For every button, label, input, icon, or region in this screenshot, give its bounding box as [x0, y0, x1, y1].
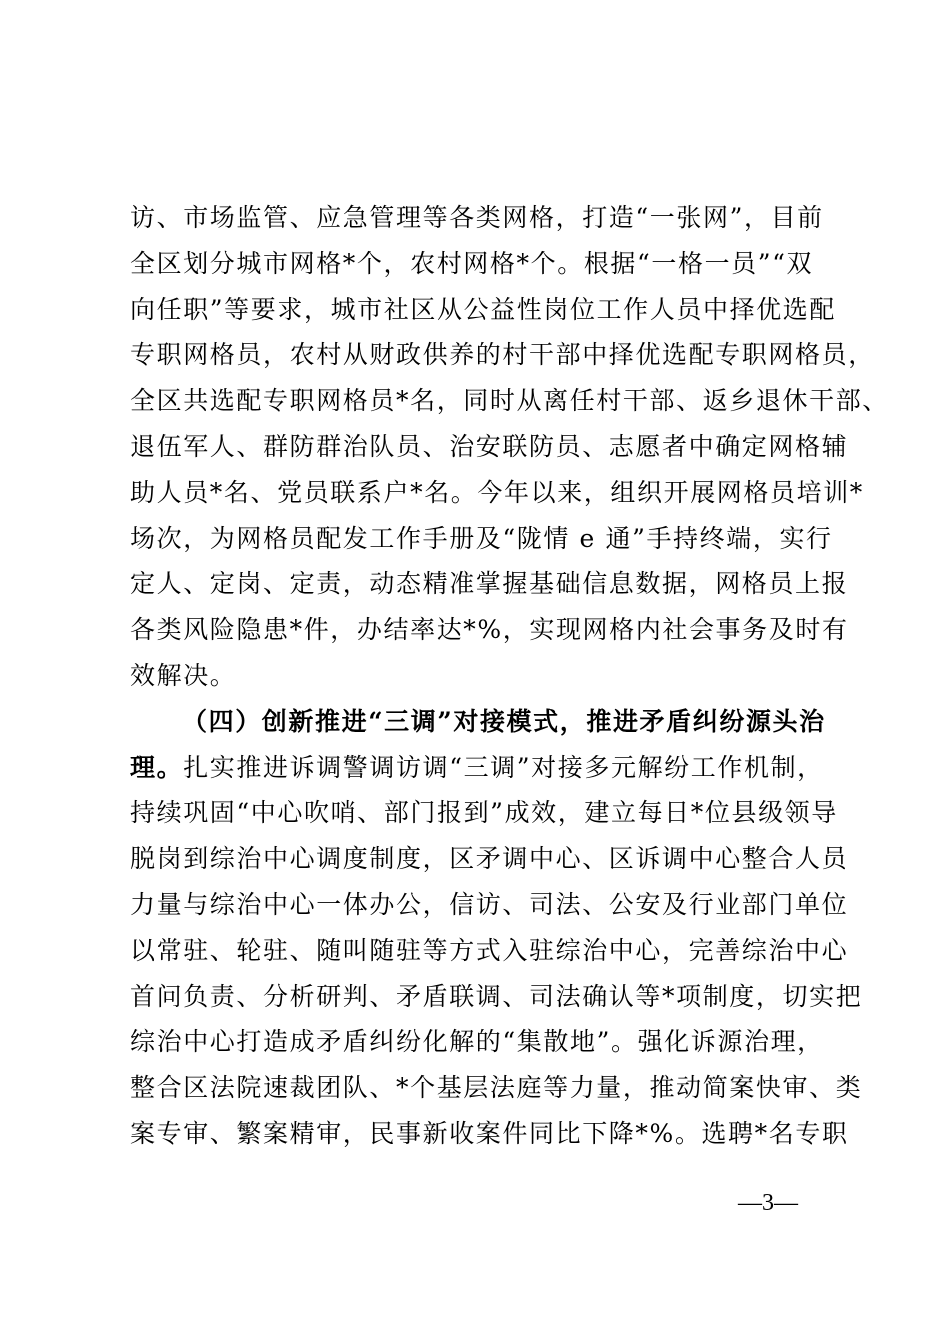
paragraph-line — [130, 745, 830, 791]
paragraph-line: 以常驻、轮驻、随叫随驻等方式入驻综治中心，完善综治中心 — [130, 935, 849, 965]
paragraph-line: 专职网格员，农村从财政供养的村干部中择优选配专职网格员， — [130, 340, 875, 370]
section-heading-end: 理。 — [130, 752, 184, 782]
paragraph-line: 向任职”等要求，城市社区从公益性岗位工作人员中择优选配 — [130, 294, 836, 324]
paragraph-line: 案专审、繁案精审，民事新收案件同比下降*%。选聘*名专职 — [130, 1118, 849, 1148]
paragraph-line: 全区共选配专职网格员*名，同时从离任村干部、返乡退休干部、 — [130, 386, 889, 416]
paragraph-line: 整合区法院速裁团队、*个基层法庭等力量，推动简案快审、类 — [130, 1073, 863, 1103]
paragraph-line: 综治中心打造成矛盾纠纷化解的“集散地”。强化诉源治理， — [130, 1027, 824, 1057]
paragraph-line: 定人、定岗、定责，动态精准掌握基础信息数据，网格员上报 — [130, 569, 849, 599]
paragraph-line: 力量与综治中心一体办公，信访、司法、公安及行业部门单位 — [130, 889, 849, 919]
paragraph-line: 助人员*名、党员联系户*名。今年以来，组织开展网格员培训* — [130, 477, 864, 507]
body-text — [130, 195, 889, 1157]
paragraph-line-rest: 扎实推进诉调警调访调“三调”对接多元解纷工作机制， — [183, 752, 824, 782]
paragraph-line: 效解决。 — [130, 660, 237, 690]
paragraph-line: 脱岗到综治中心调度制度，区矛调中心、区诉调中心整合人员 — [130, 844, 849, 874]
paragraph-line: 全区划分城市网格*个，农村网格*个。根据“一格一员”“双 — [130, 248, 814, 278]
paragraph-line: 退伍军人、群防群治队员、治安联防员、志愿者中确定网格辅 — [130, 431, 849, 461]
section-heading: （四）创新推进“三调”对接模式，推进矛盾纠纷源头治 — [182, 706, 826, 736]
paragraph-line: 访、市场监管、应急管理等各类网格，打造“一张网”，目前 — [130, 203, 824, 232]
paragraph-line: 持续巩固“中心吹哨、部门报到”成效，建立每日*位县级领导 — [130, 798, 838, 828]
paragraph-line: 各类风险隐患*件，办结率达*%，实现网格内社会事务及时有 — [130, 615, 849, 645]
paragraph-line: 场次，为网格员配发工作手册及“陇情 e 通”手持终端，实行 — [130, 523, 833, 553]
page-number: —3— — [738, 1190, 798, 1216]
paragraph-line: 首问负责、分析研判、矛盾联调、司法确认等*项制度，切实把 — [130, 981, 863, 1011]
